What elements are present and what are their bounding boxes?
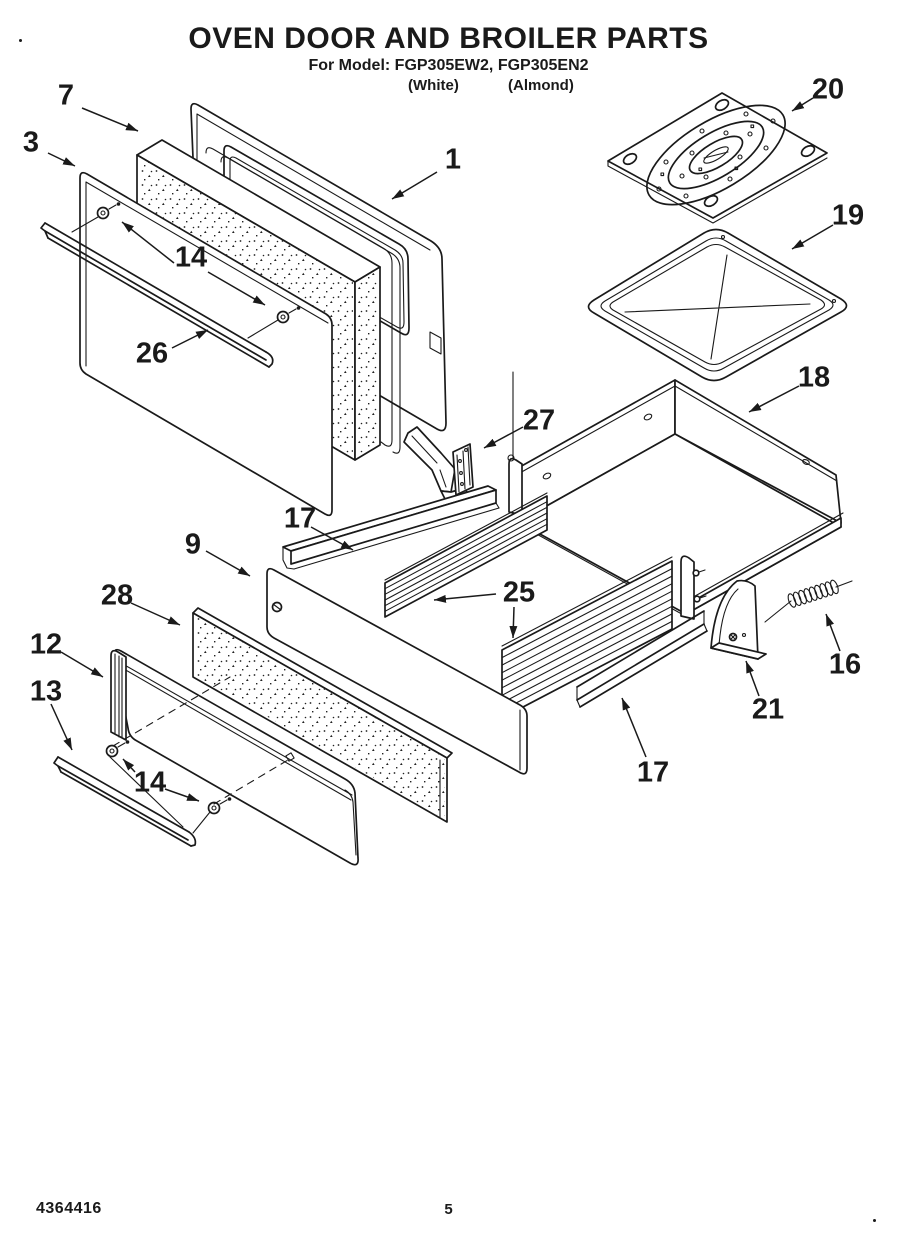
part-callout-26: 26: [135, 337, 169, 370]
broiler-drawer-part18: [508, 372, 843, 619]
part-callout-3: 3: [22, 126, 40, 159]
door-hinge-and-bracket-part27: [404, 427, 473, 503]
part-callout-1: 1: [444, 143, 462, 176]
part-callout-17-left: 17: [283, 502, 317, 535]
part-callout-27: 27: [522, 404, 556, 437]
part-callout-14-drawer: 14: [133, 766, 167, 799]
part-callout-20: 20: [811, 73, 845, 106]
part-callout-16: 16: [828, 648, 862, 681]
finish-label-almond: (Almond): [508, 77, 574, 94]
print-registration-mark: [873, 1219, 876, 1222]
model-line: For Model: FGP305EW2, FGP305EN2: [308, 57, 589, 74]
part-callout-14-door: 14: [174, 241, 208, 274]
part-callout-25: 25: [502, 576, 536, 609]
spring-part16: [765, 579, 852, 622]
print-registration-mark: [19, 39, 22, 42]
page-number: 5: [444, 1201, 453, 1218]
part-callout-21: 21: [751, 693, 785, 726]
finish-label-white: (White): [408, 77, 459, 94]
part-callout-9: 9: [184, 528, 202, 561]
broiler-pan-part19: [589, 230, 847, 381]
part-callout-7: 7: [57, 79, 75, 112]
part-callout-28: 28: [100, 579, 134, 612]
part-callout-19: 19: [831, 199, 865, 232]
part-callout-12: 12: [29, 628, 63, 661]
part-callout-13: 13: [29, 675, 63, 708]
baffle-plate-part20: [608, 86, 827, 225]
document-number: 4364416: [36, 1200, 102, 1217]
part-callout-17-bottom: 17: [636, 756, 670, 789]
page-title: OVEN DOOR AND BROILER PARTS: [188, 22, 709, 55]
part-callout-18: 18: [797, 361, 831, 394]
